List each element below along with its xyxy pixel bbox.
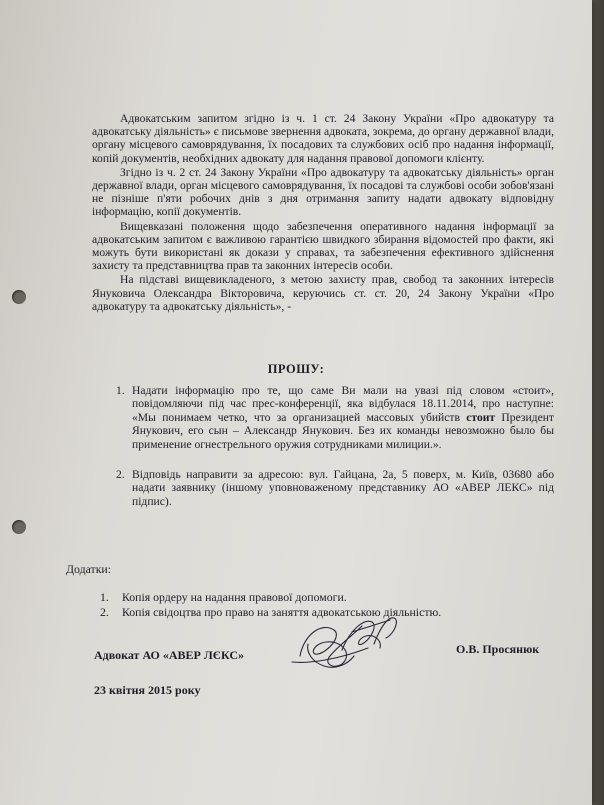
request-text: Надати інформацію про те, що саме Ви мали на увазі під словом «стоит», повідомляючи під час прес-конференції, яка відбулася 18.11.2014, про наступне: «Мы понимаем четко, что за организацией массовых убийств bbox=[132, 384, 554, 424]
request-text: Відповідь направити за адресою: вул. Гайцана, 2а, 5 поверх, м. Київ, 03680 або надати заявнику (іншому уповноваженому представнику АО «АВЕР ЛЕКС» під підпис). bbox=[132, 468, 554, 508]
paragraph: На підставі вищевикладеного, з метою захисту прав, свобод та законних інтересів Януковича Олександра Вікторовича, керуючись ст. ст. 20, 24 Закону України «Про адвокатуру та адвокатську діяльність», - bbox=[92, 273, 554, 313]
list-number: 2. bbox=[100, 605, 109, 619]
paragraph: Згідно із ч. 2 ст. 24 Закону України «Про адвокатуру та адвокатську діяльність» орган державної влади, орган місцевого самоврядування, їх посадові та службові особи зобов'язані не пізніше п'яти робочих днів з дня отримання запиту надати адвокату відповідну інформацію, копії документів. bbox=[92, 165, 554, 219]
attachment-text: Копія ордеру на надання правової допомоги. bbox=[122, 590, 347, 604]
list-number: 2. bbox=[116, 468, 125, 482]
request-heading: ПРОШУ: bbox=[267, 362, 325, 376]
document-date: 23 квітня 2015 року bbox=[94, 683, 201, 697]
list-item bbox=[100, 590, 441, 605]
list-number: 1. bbox=[100, 590, 109, 604]
list-item bbox=[102, 384, 554, 451]
punch-hole bbox=[12, 520, 26, 534]
signer-name: О.В. Просянюк bbox=[456, 642, 540, 656]
request-emphasis: стоит bbox=[466, 410, 496, 424]
list-number: 1. bbox=[116, 384, 125, 397]
signature-icon bbox=[282, 604, 412, 676]
request-list bbox=[102, 384, 554, 525]
request-text: Президент Янукович, его сын – Александр Янукович. Без их команды невозможно было бы применение огнестрельного оружия сотрудниками милиции.». bbox=[132, 410, 554, 451]
body-text bbox=[92, 112, 554, 314]
punch-hole bbox=[12, 290, 26, 304]
list-item bbox=[102, 468, 554, 508]
signer-title: Адвокат АО «АВЕР ЛЄКС» bbox=[94, 648, 245, 662]
attachment-text: Копія свідоцтва про право на заняття адвокатською діяльністю. bbox=[122, 605, 442, 619]
paragraph: Вищевказані положення щодо забезпечення оперативного надання інформації за адвокатським запитом є важливою гарантією швидкого збирання відомостей про факти, які можуть бути використані як докази у справах, та забезпечення ефективного здійснення захисту та представництва прав та законних інтересів особи. bbox=[92, 219, 554, 273]
paragraph: Адвокатським запитом згідно із ч. 1 ст. 24 Закону України «Про адвокатуру та адвокатську діяльність» є письмове звернення адвоката, зокрема, до органу державної влади, органу місцевого самоврядування, їх посадових та службових осіб про надання інформації, копій документів, необхідних адвокату для надання правової допомоги клієнту. bbox=[92, 112, 554, 165]
attachments-title: Додатки: bbox=[66, 562, 112, 576]
